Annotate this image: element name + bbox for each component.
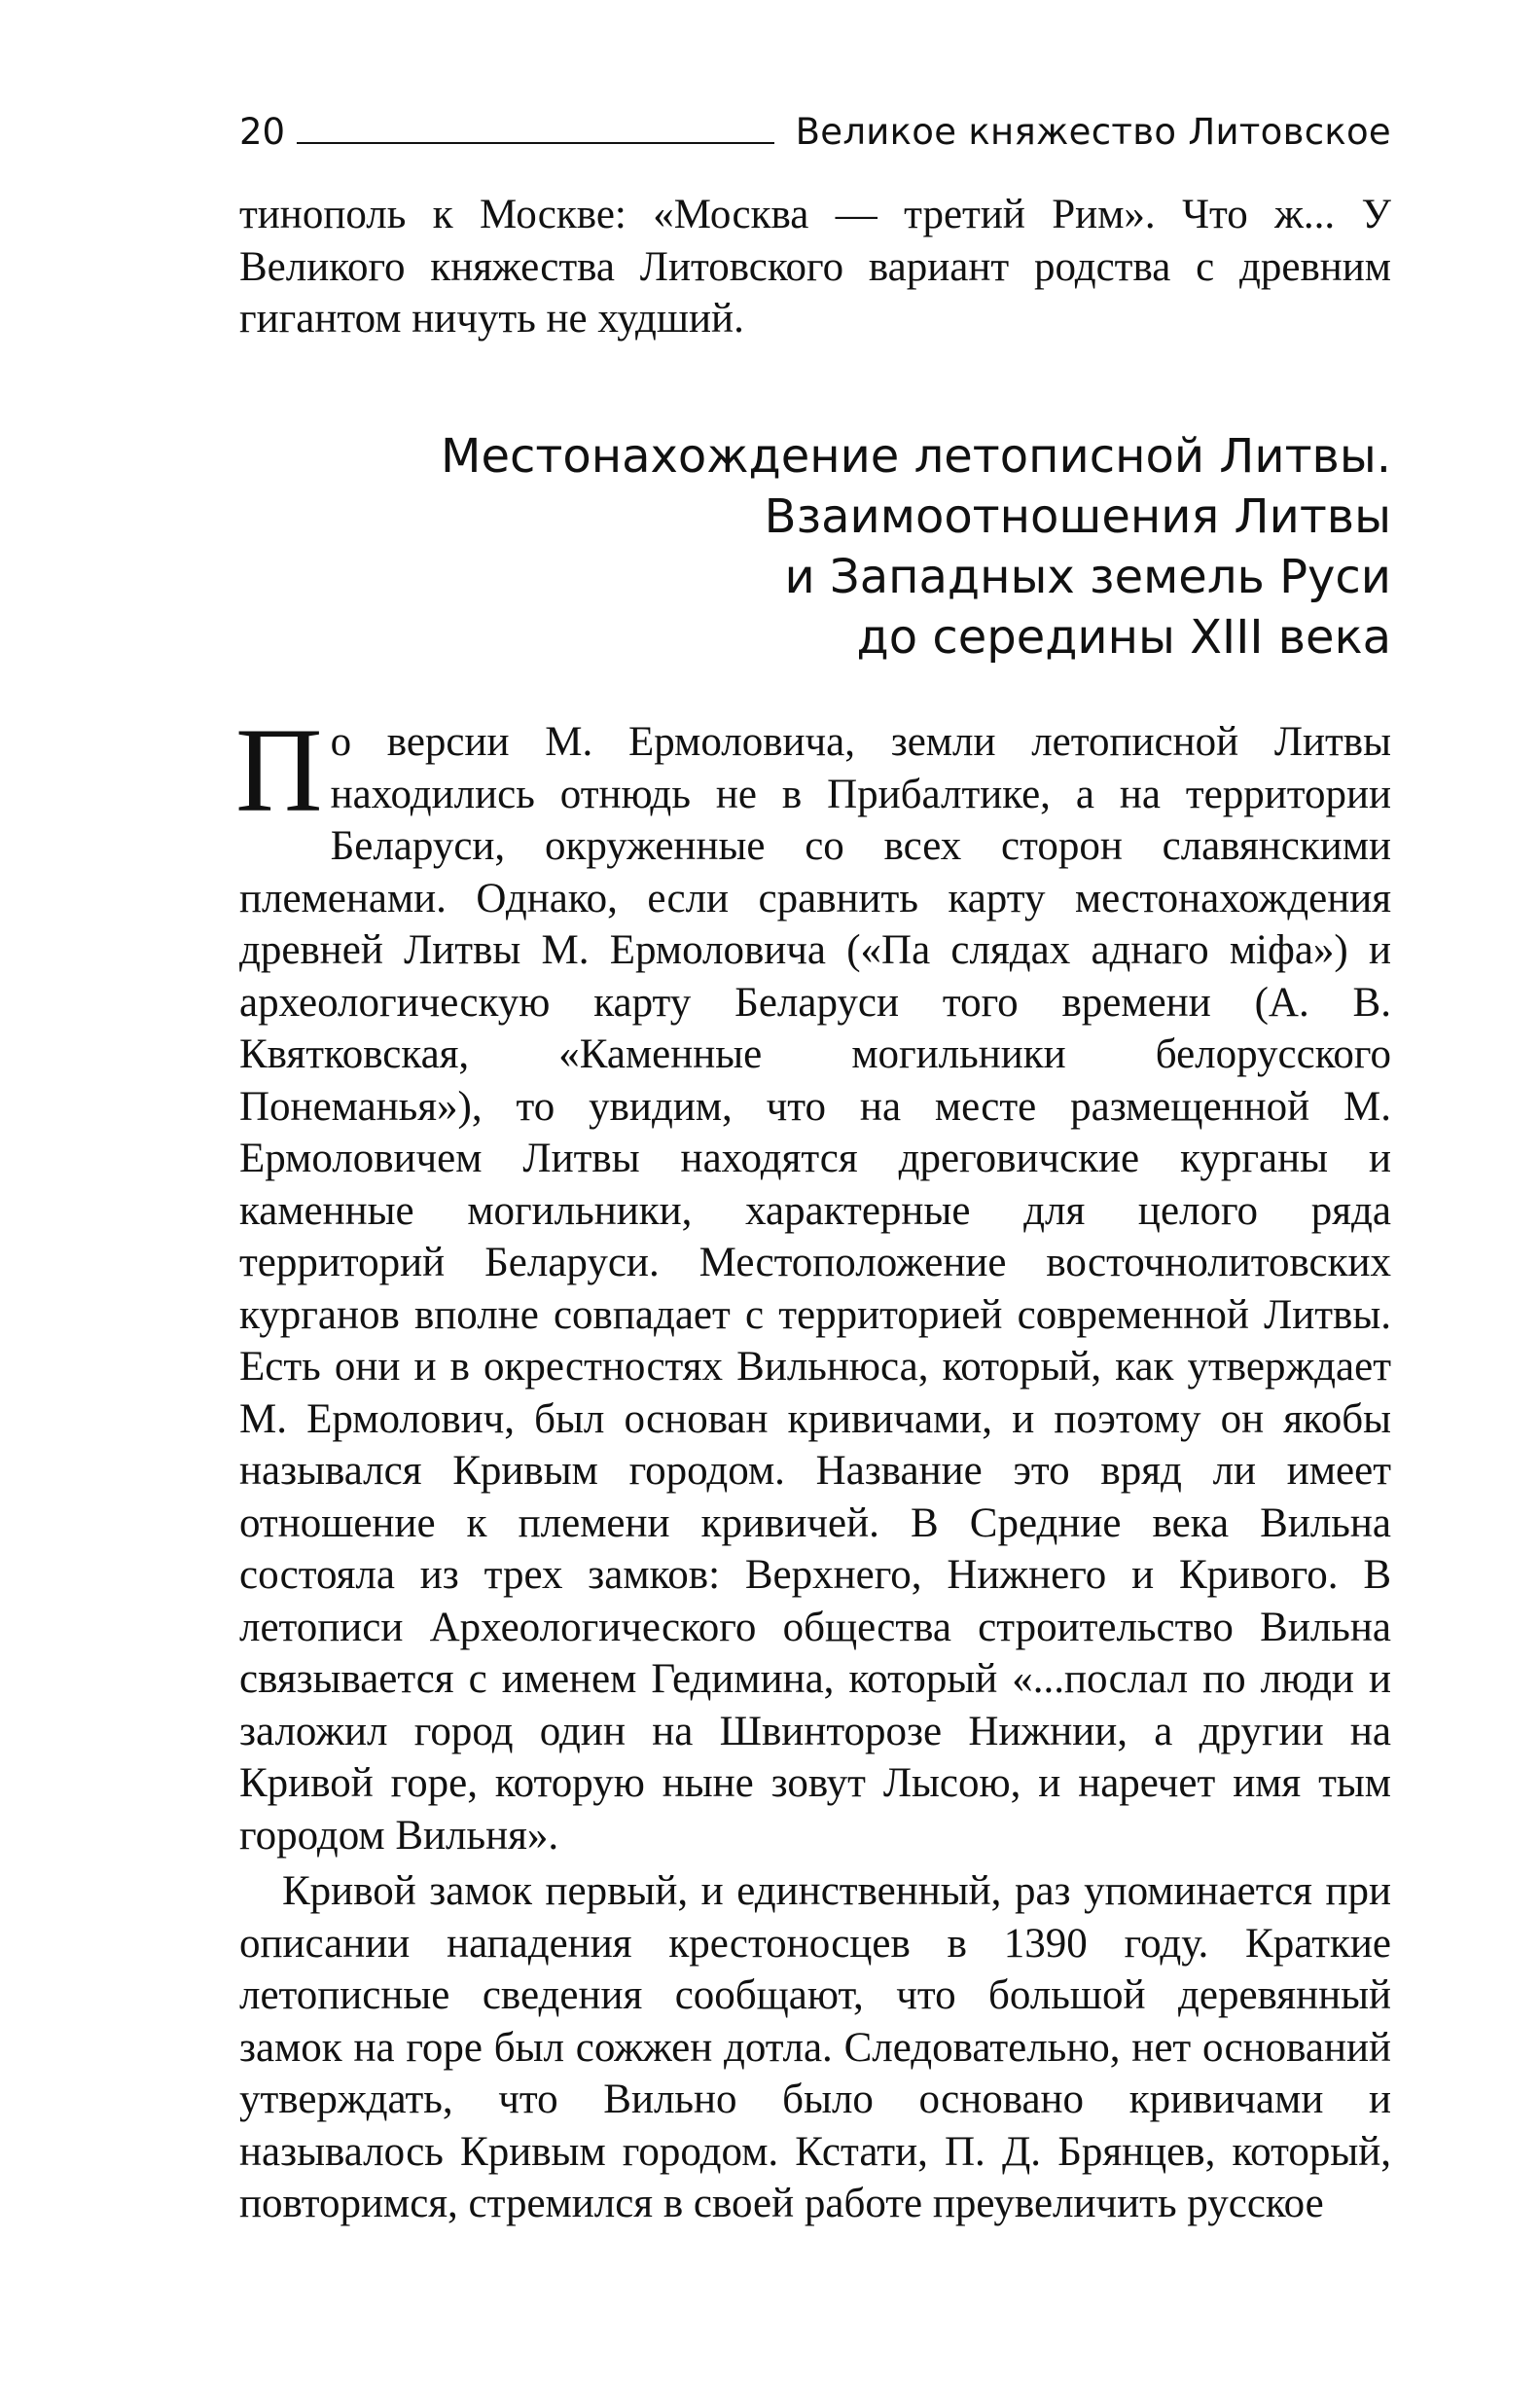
section-heading-line: до середины XIII века: [856, 610, 1391, 665]
section-heading: [239, 426, 1391, 668]
paragraph-1: [235, 704, 1391, 1861]
paragraph-2: Кривой замок первый, и единственный, раз упоминается при описании нападения крестоносцев в 1390 году. Краткие летописные сведения сообщают, что большой деревянный замок на горе был сожжен дотла. Следовательно, нет оснований утверждать, что Вильно было основано кривичами и называлось Кривым городом. Кстати, П. Д. Брянцев, который, повторимся, стремился в своей работе преувеличить русское: [239, 1868, 1391, 2226]
header-rule: [297, 142, 774, 144]
section-heading-line: Местонахождение летописной Литвы.: [441, 429, 1391, 484]
running-header: [239, 99, 1391, 153]
section-heading-line: Взаимоотношения Литвы: [764, 489, 1391, 544]
section-heading-line: и Западных земель Руси: [784, 550, 1391, 604]
carryover-paragraph: тинополь к Москве: «Москва — третий Рим». Что ж... У Великого княжества Литовского вариант родства с древним гигантом ничуть не худший.: [239, 192, 1391, 342]
running-title: Великое княжество Литовское: [795, 111, 1391, 153]
drop-cap: П: [235, 704, 323, 837]
page-number: 20: [239, 111, 286, 153]
paragraph-1-text: о версии М. Ермоловича, земли летописной Литвы находились отнюдь не в Прибалтике, а на территории Беларуси, окруженные со всех сторон славянскими племенами. Однако, если сравнить карту местонахождения древней Литвы М. Ермоловича («Па слядах аднаго міфа») и археологическую карту Беларуси того времени (А. В. Квятковская, «Каменные могильники белорусского Понеманья»), то увидим, что на месте размещенной М. Ермоловичем Литвы находятся дреговичские курганы и каменные могильники, характерные для целого ряда территорий Беларуси. Местоположение восточнолитовских курганов вполне совпадает с территорией современной Литвы. Есть они и в окрестностях Вильнюса, который, как утверждает М. Ермолович, был основан кривичами, и поэтому он якобы назывался Кривым городом. Название это вряд ли имеет отношение к племени кривичей. В Средние века Вильна состояла из трех замков: Верхнего, Нижнего и Кривого. В летописи Археологического общества строительство Вильна связывается с именем Гедимина, который «...послал по люди и заложил город один на Швинторозе Нижнии, а другии на Кривой горе, которую ныне зовут Лысою, и наречет имя тым городом Вильня».: [239, 719, 1391, 1859]
section-body: [235, 704, 1391, 2230]
